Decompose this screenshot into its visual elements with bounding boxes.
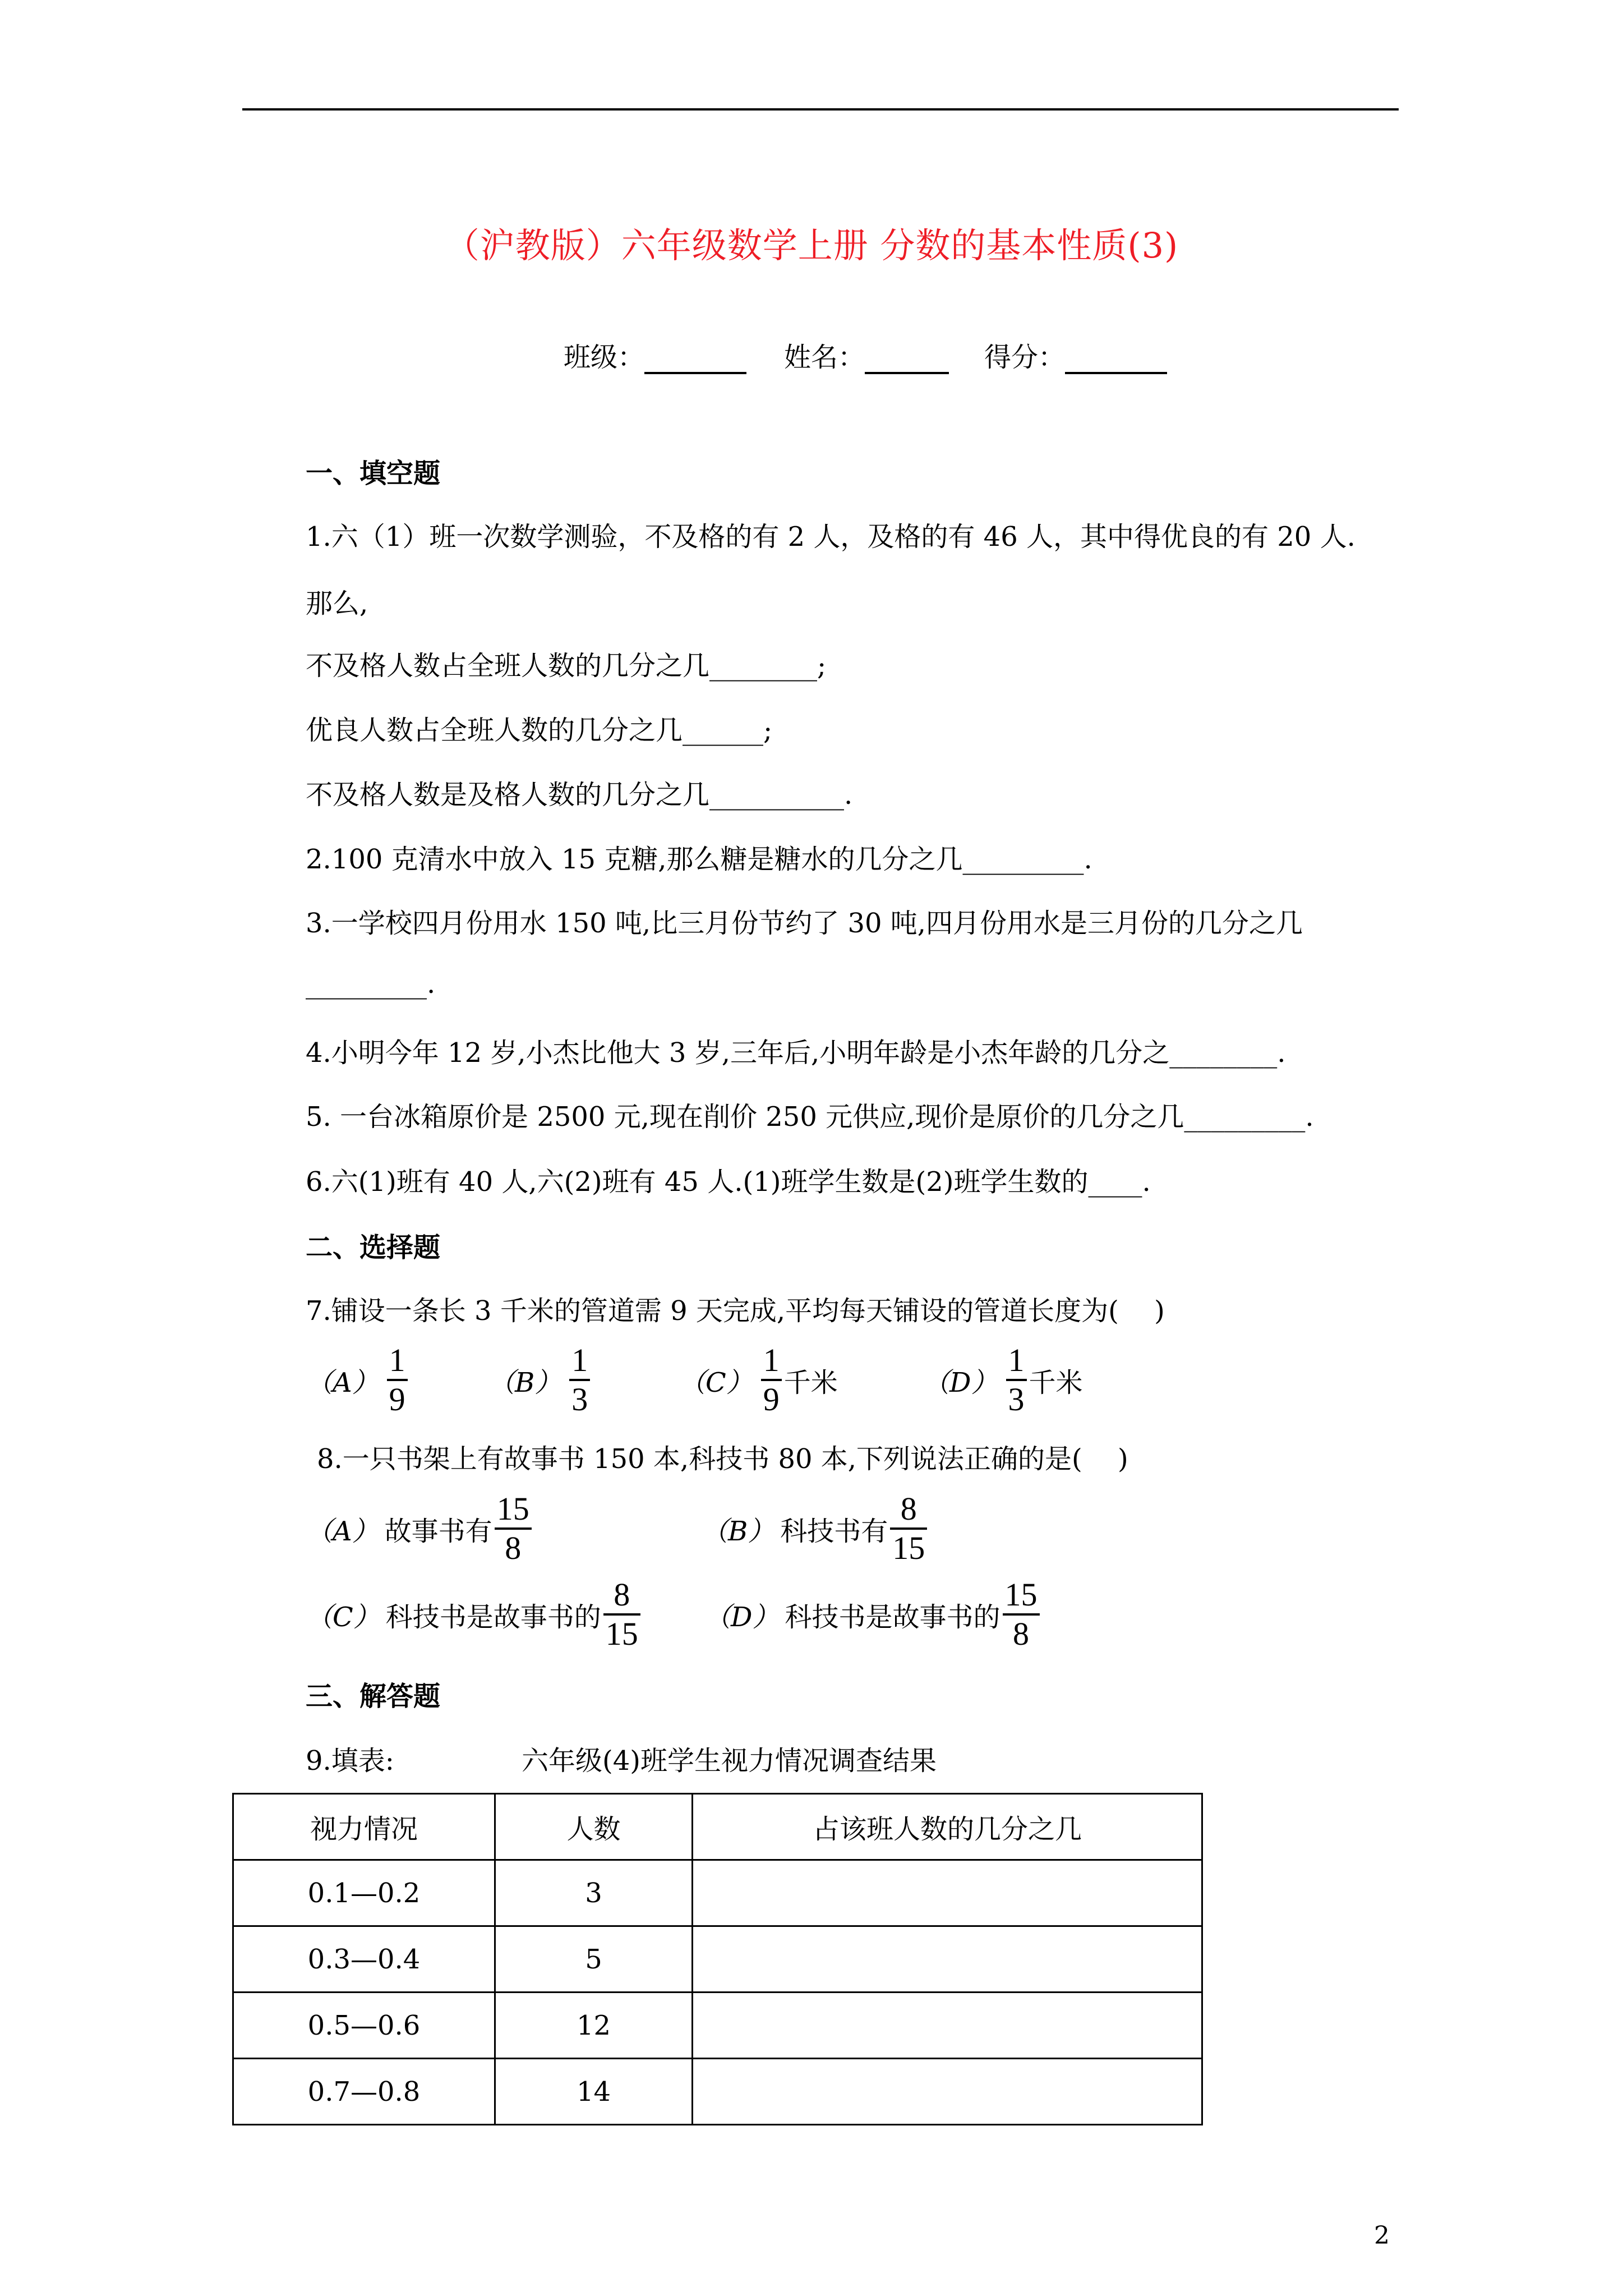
score-field	[984, 335, 1167, 374]
fraction: $\frac{15}{8}$	[1003, 1576, 1040, 1653]
option-label: （A）	[306, 1515, 379, 1547]
table-header-cell: 占该班人数的几分之几	[693, 1794, 1202, 1860]
count-cell: 5	[495, 1926, 693, 1993]
table-row	[233, 2059, 1202, 2125]
q7-option-d[interactable]	[923, 1341, 1083, 1419]
question-2: 2.100 克清水中放入 15 克糖,那么糖是糖水的几分之几_________.	[306, 844, 1092, 875]
q8-option-c[interactable]	[306, 1575, 643, 1654]
option-text: 科技书有	[780, 1515, 888, 1547]
name-label: 姓名：	[784, 342, 865, 373]
question-3-line-2: _________.	[306, 968, 436, 1000]
option-label: （B）	[488, 1366, 562, 1398]
option-label: （D）	[923, 1366, 998, 1398]
page-number: 2	[1374, 2221, 1390, 2250]
question-3-line-1: 3.一学校四月份用水 150 吨,比三月份节约了 30 吨,四月份用水是三月份的几分之几	[306, 908, 1303, 939]
table-header-row	[233, 1794, 1202, 1860]
fraction: $\frac{15}{8}$	[495, 1490, 532, 1567]
class-blank[interactable]	[644, 347, 746, 374]
vision-range-cell: 0.5—0.6	[233, 1993, 495, 2059]
name-blank[interactable]	[865, 347, 949, 374]
page-title: （沪教版）六年级数学上册 分数的基本性质(3)	[444, 225, 1179, 266]
table-row	[233, 1860, 1202, 1926]
fraction: $\frac{1}{9}$	[761, 1342, 782, 1418]
class-field	[564, 335, 746, 374]
q7-option-c[interactable]	[679, 1341, 838, 1419]
question-9-caption: 六年级(4)班学生视力情况调查结果	[522, 1745, 937, 1777]
question-5: 5. 一台冰箱原价是 2500 元,现在削价 250 元供应,现价是原价的几分之几_________.	[306, 1101, 1314, 1133]
class-label: 班级：	[564, 342, 645, 373]
section-choice-heading: 二、选择题	[306, 1232, 441, 1263]
q8-option-d[interactable]	[704, 1575, 1042, 1654]
option-text: 科技书是故事书的	[385, 1601, 601, 1633]
score-blank[interactable]	[1065, 347, 1167, 374]
q8-option-b[interactable]	[701, 1489, 929, 1568]
q8-option-a[interactable]	[306, 1489, 534, 1568]
question-1-line-2: 那么,	[306, 588, 368, 619]
section-solve-heading: 三、解答题	[306, 1681, 441, 1712]
fraction-answer-cell[interactable]	[693, 1860, 1202, 1926]
option-suffix: 千米	[1029, 1366, 1083, 1398]
score-label: 得分：	[984, 342, 1066, 373]
count-cell: 3	[495, 1860, 693, 1926]
fraction: $\frac{1}{9}$	[387, 1342, 408, 1418]
count-cell: 14	[495, 2059, 693, 2125]
vision-range-cell: 0.1—0.2	[233, 1860, 495, 1926]
table-row	[233, 1926, 1202, 1993]
table-row	[233, 1993, 1202, 2059]
table-header-cell: 人数	[495, 1794, 693, 1860]
option-text: 故事书有	[384, 1515, 492, 1547]
section-fill-blank-heading: 一、填空题	[306, 458, 441, 489]
question-1-line-1: 1.六（1）班一次数学测验，不及格的有 2 人，及格的有 46 人，其中得优良的有 20 人.	[306, 521, 1355, 553]
question-9-label: 9.填表:	[306, 1745, 394, 1777]
question-1-part-a: 不及格人数占全班人数的几分之几________;	[306, 650, 827, 682]
vision-survey-table	[232, 1793, 1203, 2125]
option-text: 科技书是故事书的	[785, 1601, 1000, 1633]
q7-option-b[interactable]	[488, 1341, 592, 1419]
fraction: $\frac{8}{15}$	[603, 1576, 640, 1653]
vision-range-cell: 0.7—0.8	[233, 2059, 495, 2125]
vision-range-cell: 0.3—0.4	[233, 1926, 495, 1993]
option-label: （B）	[701, 1515, 775, 1547]
question-8: 8.一只书架上有故事书 150 本,科技书 80 本,下列说法正确的是( )	[317, 1443, 1128, 1475]
option-label: （D）	[704, 1601, 780, 1633]
fraction-answer-cell[interactable]	[693, 1993, 1202, 2059]
fraction: $\frac{8}{15}$	[890, 1490, 927, 1567]
count-cell: 12	[495, 1993, 693, 2059]
option-suffix: 千米	[783, 1366, 838, 1398]
fraction: $\frac{1}{3}$	[1006, 1342, 1027, 1418]
fraction-answer-cell[interactable]	[693, 2059, 1202, 2125]
option-label: （C）	[679, 1366, 753, 1398]
question-1-part-c: 不及格人数是及格人数的几分之几__________.	[306, 779, 853, 811]
fraction: $\frac{1}{3}$	[569, 1342, 590, 1418]
q7-option-a[interactable]	[306, 1341, 410, 1419]
table-header-cell: 视力情况	[233, 1794, 495, 1860]
header-rule	[242, 108, 1399, 111]
question-1-part-b: 优良人数占全班人数的几分之几______;	[306, 715, 773, 746]
fraction-answer-cell[interactable]	[693, 1926, 1202, 1993]
option-label: （A）	[306, 1366, 379, 1398]
question-6: 6.六(1)班有 40 人,六(2)班有 45 人.(1)班学生数是(2)班学生数的____.	[306, 1166, 1151, 1198]
question-4: 4.小明今年 12 岁,小杰比他大 3 岁,三年后,小明年龄是小杰年龄的几分之________.	[306, 1037, 1286, 1069]
question-7: 7.铺设一条长 3 千米的管道需 9 天完成,平均每天铺设的管道长度为( )	[306, 1295, 1165, 1327]
name-field	[784, 335, 949, 374]
option-label: （C）	[306, 1601, 380, 1633]
